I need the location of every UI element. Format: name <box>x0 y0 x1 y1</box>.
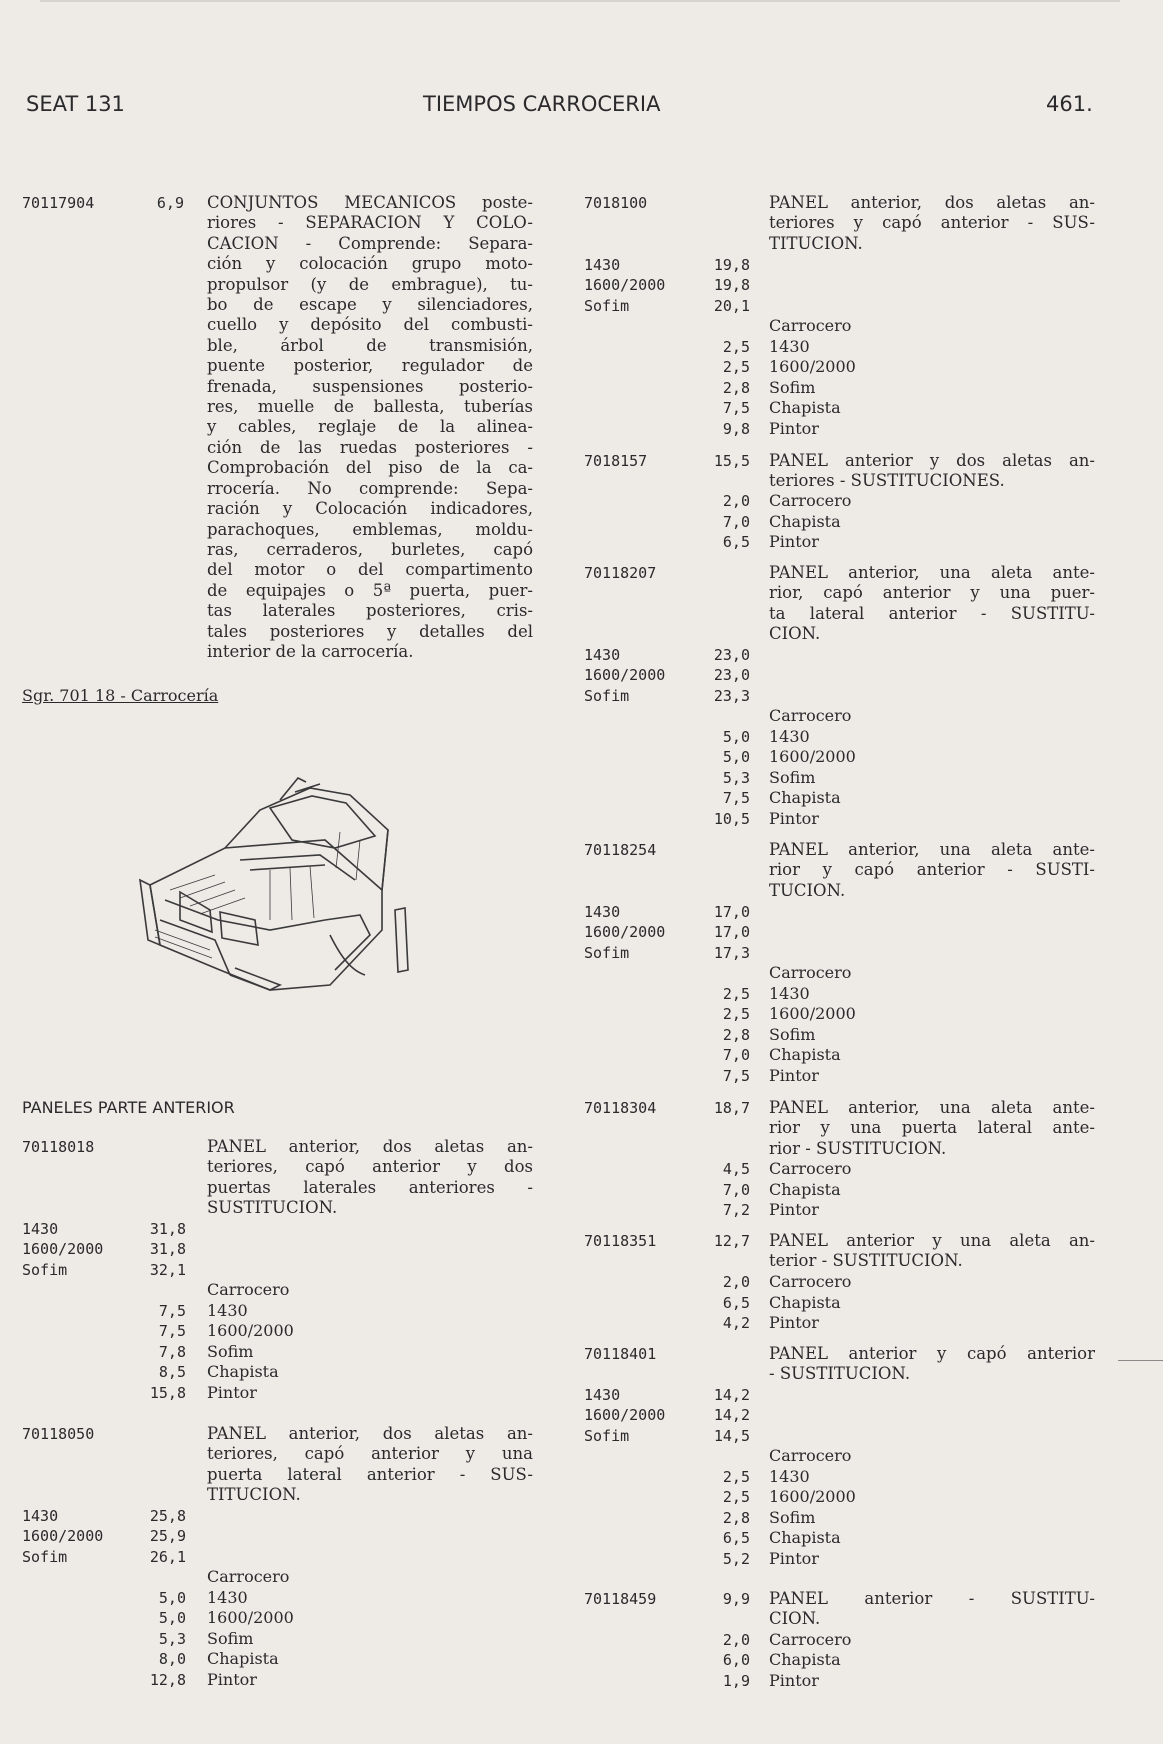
role-label: Pintor <box>769 1313 819 1332</box>
role-time: 2,8 <box>722 1509 750 1527</box>
role-label: Chapista <box>769 1045 841 1064</box>
op-description: PANEL anterior y una aleta an- terior - SUSTITUCION. <box>769 1231 1095 1271</box>
role-label: Pintor <box>207 1383 257 1402</box>
model-label: 1600/2000 <box>584 923 666 941</box>
role-label: Sofim <box>207 1629 254 1648</box>
model-label: Sofim <box>22 1548 68 1566</box>
role-label: 1600/2000 <box>769 1487 856 1506</box>
role-label: Sofim <box>769 1508 816 1527</box>
model-label: 1600/2000 <box>22 1527 104 1545</box>
role-label: Carrocero <box>769 1159 852 1178</box>
role-time: 12,8 <box>149 1671 186 1689</box>
model-label: 1430 <box>584 903 621 921</box>
op-time: 6,9 <box>156 194 184 212</box>
role-label: Pintor <box>769 1200 819 1219</box>
op-code: 7018100 <box>584 194 648 212</box>
op-code: 70117904 <box>22 194 95 212</box>
role-label: Carrocero <box>769 963 852 982</box>
model-time: 14,5 <box>713 1427 750 1445</box>
role-label: Chapista <box>769 1180 841 1199</box>
model-label: 1430 <box>584 646 621 664</box>
op-description: PANEL anterior y capó anterior - SUSTITUCION. <box>769 1344 1095 1384</box>
op-description: PANEL anterior, una aleta ante- rior y una puerta lateral ante- rior - SUSTITUCION. <box>769 1098 1095 1158</box>
role-label: 1600/2000 <box>207 1608 294 1627</box>
role-label: Chapista <box>769 1650 841 1669</box>
role-time: 5,0 <box>158 1609 186 1627</box>
role-time: 7,2 <box>722 1201 750 1219</box>
role-time: 7,5 <box>722 789 750 807</box>
model-label: Sofim <box>584 944 630 962</box>
role-label: Chapista <box>769 1528 841 1547</box>
op-description: PANEL anterior y dos aletas an- teriores - SUSTITUCIONES. <box>769 451 1095 491</box>
role-label: Pintor <box>769 419 819 438</box>
role-label: Chapista <box>769 788 841 807</box>
role-label: Sofim <box>769 768 816 787</box>
model-label: 1600/2000 <box>584 276 666 294</box>
op-time: 9,9 <box>722 1590 750 1608</box>
role-time: 7,8 <box>158 1343 186 1361</box>
op-code: 70118401 <box>584 1345 657 1363</box>
role-time: 4,2 <box>722 1314 750 1332</box>
op-time: 18,7 <box>713 1099 750 1117</box>
role-label: Sofim <box>207 1342 254 1361</box>
role-label: 1430 <box>769 984 810 1003</box>
role-time: 1,9 <box>722 1672 750 1690</box>
model-time: 31,8 <box>149 1220 186 1238</box>
role-label: Pintor <box>207 1670 257 1689</box>
role-label: Pintor <box>769 1671 819 1690</box>
role-label: Pintor <box>769 532 819 551</box>
role-time: 2,5 <box>722 1468 750 1486</box>
role-time: 8,5 <box>158 1363 186 1381</box>
op-code: 70118018 <box>22 1138 95 1156</box>
header-model: SEAT 131 <box>26 92 125 116</box>
role-label: Pintor <box>769 809 819 828</box>
role-label: 1600/2000 <box>207 1321 294 1340</box>
op-code: 70118304 <box>584 1099 657 1117</box>
role-time: 2,8 <box>722 1026 750 1044</box>
role-label: 1600/2000 <box>769 357 856 376</box>
role-label: Chapista <box>769 1293 841 1312</box>
role-time: 7,5 <box>158 1322 186 1340</box>
role-label: Carrocero <box>769 491 852 510</box>
role-time: 4,5 <box>722 1160 750 1178</box>
role-label: Chapista <box>769 512 841 531</box>
role-label: Chapista <box>207 1362 279 1381</box>
role-label: 1430 <box>207 1588 248 1607</box>
role-time: 6,5 <box>722 1294 750 1312</box>
model-time: 23,0 <box>713 666 750 684</box>
role-time: 2,0 <box>722 1273 750 1291</box>
role-time: 7,5 <box>158 1302 186 1320</box>
model-label: 1600/2000 <box>584 1406 666 1424</box>
model-time: 23,0 <box>713 646 750 664</box>
model-time: 25,8 <box>149 1507 186 1525</box>
op-description: PANEL anterior, dos aletas an- teriores, capó anterior y dos puertas laterales anteriores - SUSTITUCION. <box>207 1137 533 1218</box>
model-label: 1600/2000 <box>22 1240 104 1258</box>
role-time: 7,0 <box>722 1046 750 1064</box>
op-description: PANEL anterior, una aleta ante- rior, capó anterior y una puer- ta lateral anterior - SUSTITU- CION. <box>769 563 1095 644</box>
op-description: PANEL anterior, dos aletas an- teriores y capó anterior - SUS- TITUCION. <box>769 193 1095 253</box>
model-time: 19,8 <box>713 276 750 294</box>
role-label: 1600/2000 <box>769 747 856 766</box>
model-label: Sofim <box>584 687 630 705</box>
role-label: Pintor <box>769 1066 819 1085</box>
op-code: 70118050 <box>22 1425 95 1443</box>
role-time: 2,8 <box>722 379 750 397</box>
role-label: Carrocero <box>769 706 852 725</box>
role-time: 7,0 <box>722 1181 750 1199</box>
role-label: Chapista <box>769 398 841 417</box>
model-label: 1430 <box>584 256 621 274</box>
op-code: 7018157 <box>584 452 648 470</box>
car-body-illustration <box>120 770 440 1000</box>
model-time: 14,2 <box>713 1386 750 1404</box>
model-time: 26,1 <box>149 1548 186 1566</box>
model-label: 1430 <box>584 1386 621 1404</box>
role-time: 9,8 <box>722 420 750 438</box>
model-time: 31,8 <box>149 1240 186 1258</box>
role-label: Sofim <box>769 1025 816 1044</box>
role-time: 5,0 <box>722 728 750 746</box>
model-time: 14,2 <box>713 1406 750 1424</box>
model-label: 1600/2000 <box>584 666 666 684</box>
role-label: Sofim <box>769 378 816 397</box>
op-code: 70118207 <box>584 564 657 582</box>
model-time: 25,9 <box>149 1527 186 1545</box>
role-label: Pintor <box>769 1549 819 1568</box>
op-description: CONJUNTOS MECANICOS poste- riores - SEPARACION Y COLO- CACION - Comprende: Separa- ción y colocación grupo moto- propulsor (y de embrague), tu- bo de escape y silenciadores, cuello y depósito del combusti- ble, árbol de transmisión, puente posterior, regulador de frenada, suspensiones posterio- res, muelle de ballesta, tuberías y cables, reglaje de la alinea- ción de las ruedas posteriores - Comprobación del piso de la ca- rrocería. No comprende: Sepa- ración y Colocación indicadores, parachoques, emblemas, moldu- ras, cerraderos, burletes, capó del motor o del compartimento de equipajes o 5ª puerta, puer- tas laterales posteriores, cris- tales posteriores y detalles del interior de la carrocería. <box>207 193 533 661</box>
role-label: Carrocero <box>769 1272 852 1291</box>
op-time: 12,7 <box>713 1232 750 1250</box>
model-label: Sofim <box>584 297 630 315</box>
section-heading: PANELES PARTE ANTERIOR <box>22 1098 235 1117</box>
role-label: 1430 <box>769 727 810 746</box>
role-time: 10,5 <box>713 810 750 828</box>
role-time: 8,0 <box>158 1650 186 1668</box>
role-time: 5,0 <box>158 1589 186 1607</box>
page-top-edge <box>40 0 1120 2</box>
model-label: Sofim <box>22 1261 68 1279</box>
role-time: 2,5 <box>722 1488 750 1506</box>
model-label: Sofim <box>584 1427 630 1445</box>
role-time: 5,3 <box>158 1630 186 1648</box>
role-time: 7,5 <box>722 1067 750 1085</box>
subgroup-heading: Sgr. 701 18 - Carrocería <box>22 686 219 705</box>
role-time: 2,0 <box>722 492 750 510</box>
role-time: 2,5 <box>722 1005 750 1023</box>
role-time: 2,5 <box>722 985 750 1003</box>
role-time: 7,5 <box>722 399 750 417</box>
role-time: 2,0 <box>722 1631 750 1649</box>
role-label: 1430 <box>769 1467 810 1486</box>
model-time: 17,3 <box>713 944 750 962</box>
role-time: 6,0 <box>722 1651 750 1669</box>
model-time: 23,3 <box>713 687 750 705</box>
role-label: 1600/2000 <box>769 1004 856 1023</box>
role-label: Carrocero <box>769 316 852 335</box>
role-label: Carrocero <box>769 1446 852 1465</box>
op-description: PANEL anterior, dos aletas an- teriores, capó anterior y una puerta lateral anterior - SUS- TITUCION. <box>207 1424 533 1505</box>
model-label: 1430 <box>22 1220 59 1238</box>
role-label: Carrocero <box>769 1630 852 1649</box>
model-label: 1430 <box>22 1507 59 1525</box>
role-time: 5,0 <box>722 748 750 766</box>
role-time: 6,5 <box>722 533 750 551</box>
role-time: 15,8 <box>149 1384 186 1402</box>
model-time: 32,1 <box>149 1261 186 1279</box>
role-time: 7,0 <box>722 513 750 531</box>
op-description: PANEL anterior - SUSTITU- CION. <box>769 1589 1095 1629</box>
role-time: 2,5 <box>722 338 750 356</box>
role-time: 2,5 <box>722 358 750 376</box>
role-label: Carrocero <box>207 1567 290 1586</box>
role-time: 5,3 <box>722 769 750 787</box>
role-label: 1430 <box>207 1301 248 1320</box>
op-code: 70118351 <box>584 1232 657 1250</box>
op-code: 70118459 <box>584 1590 657 1608</box>
header-page-number: 461. <box>1046 92 1093 116</box>
role-time: 5,2 <box>722 1550 750 1568</box>
op-description: PANEL anterior, una aleta ante- rior y capó anterior - SUSTI- TUCION. <box>769 840 1095 900</box>
op-code: 70118254 <box>584 841 657 859</box>
model-time: 20,1 <box>713 297 750 315</box>
role-label: Chapista <box>207 1649 279 1668</box>
header-title: TIEMPOS CARROCERIA <box>423 92 661 116</box>
op-time: 15,5 <box>713 452 750 470</box>
role-time: 6,5 <box>722 1529 750 1547</box>
margin-mark <box>1118 1360 1163 1361</box>
model-time: 17,0 <box>713 903 750 921</box>
model-time: 17,0 <box>713 923 750 941</box>
role-label: Carrocero <box>207 1280 290 1299</box>
model-time: 19,8 <box>713 256 750 274</box>
role-label: 1430 <box>769 337 810 356</box>
